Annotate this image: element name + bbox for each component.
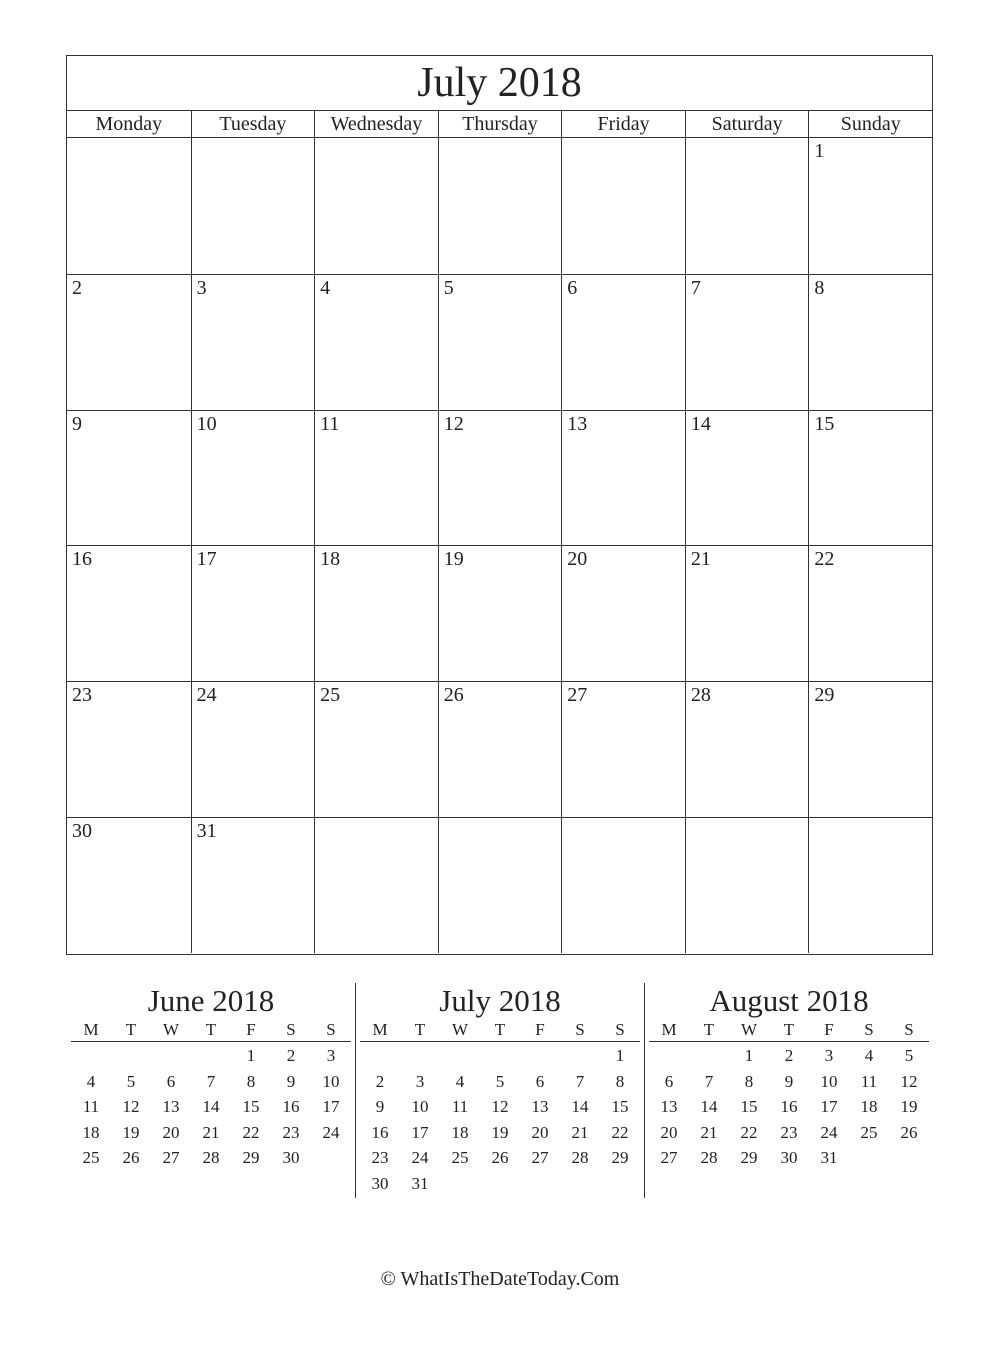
mini-day: 1	[744, 1046, 754, 1065]
mini-day: 25	[860, 1122, 878, 1142]
copyright-footer: © WhatIsTheDateToday.Com	[380, 1268, 620, 1290]
mini-day: 20	[162, 1122, 180, 1142]
day-cell: 12	[438, 410, 562, 546]
day-cell: 1	[808, 138, 932, 274]
mini-day: 5	[126, 1071, 136, 1091]
mini-day: 15	[740, 1097, 758, 1116]
mini-weekday-label: S	[904, 1020, 914, 1039]
mini-calendar-divider	[644, 983, 645, 1198]
mini-day: 6	[166, 1071, 176, 1091]
mini-day: 31	[820, 1148, 838, 1167]
day-cell: 30	[67, 817, 191, 953]
mini-weekday-label: W	[740, 1020, 758, 1039]
mini-day	[71, 1043, 111, 1069]
mini-weekday-label: T	[205, 1020, 217, 1039]
day-cell: 19	[438, 545, 562, 681]
mini-day: 20	[660, 1122, 678, 1142]
mini-day: 9	[784, 1071, 794, 1091]
mini-day: 2	[375, 1071, 385, 1091]
mini-day: 13	[660, 1097, 678, 1116]
mini-day: 23	[371, 1148, 389, 1167]
mini-calendar-divider	[355, 983, 356, 1198]
mini-day: 5	[495, 1071, 505, 1091]
mini-day: 12	[900, 1071, 918, 1091]
mini-day: 14	[202, 1097, 220, 1116]
mini-day: 17	[411, 1122, 429, 1142]
mini-day: 4	[86, 1071, 96, 1091]
mini-day-grid	[649, 1043, 929, 1171]
mini-day	[649, 1043, 689, 1069]
day-cell: 3	[191, 274, 315, 410]
mini-day: 26	[900, 1122, 918, 1142]
day-cell: 29	[808, 681, 932, 817]
mini-day: 14	[571, 1097, 589, 1116]
mini-day: 10	[322, 1071, 340, 1091]
mini-day: 17	[820, 1097, 838, 1116]
mini-day: 30	[371, 1173, 389, 1193]
mini-weekday-label: F	[824, 1020, 834, 1039]
mini-weekday-label: F	[246, 1020, 256, 1039]
day-cell	[561, 817, 685, 953]
day-cell: 9	[67, 410, 191, 546]
mini-day: 7	[206, 1071, 216, 1091]
day-cell	[685, 138, 809, 274]
day-cell	[438, 138, 562, 274]
mini-day: 10	[411, 1097, 429, 1116]
day-cell	[561, 138, 685, 274]
weekday-label: Monday	[95, 113, 163, 135]
mini-weekday-label: S	[864, 1020, 874, 1039]
mini-day: 11	[451, 1097, 469, 1116]
mini-day	[360, 1043, 400, 1069]
mini-weekday-label: S	[615, 1020, 625, 1039]
mini-day: 13	[531, 1097, 549, 1116]
mini-day: 30	[282, 1148, 300, 1167]
mini-day: 8	[615, 1071, 625, 1091]
mini-day: 29	[611, 1148, 629, 1167]
mini-day: 15	[242, 1097, 260, 1116]
mini-day: 22	[740, 1122, 758, 1142]
day-grid	[67, 138, 932, 953]
weekday-label: Thursday	[438, 111, 562, 137]
mini-day: 2	[286, 1046, 296, 1065]
day-cell	[438, 817, 562, 953]
day-cell: 21	[685, 545, 809, 681]
day-cell: 18	[314, 545, 438, 681]
mini-day	[600, 1171, 640, 1197]
mini-day: 26	[122, 1148, 140, 1167]
day-cell	[191, 138, 315, 274]
day-cell: 28	[685, 681, 809, 817]
mini-day-grid	[360, 1043, 640, 1196]
mini-weekday-label: M	[83, 1020, 99, 1039]
mini-day	[480, 1043, 520, 1069]
mini-weekday-label: T	[494, 1020, 506, 1039]
mini-day: 1	[615, 1046, 625, 1065]
mini-day: 28	[202, 1148, 220, 1167]
day-cell: 16	[67, 545, 191, 681]
mini-weekday-label: T	[414, 1020, 426, 1039]
mini-day: 5	[904, 1046, 914, 1065]
weekday-label: Friday	[561, 111, 685, 137]
mini-day: 23	[282, 1122, 300, 1142]
mini-day: 14	[700, 1097, 718, 1116]
mini-weekday-label: W	[451, 1020, 469, 1039]
mini-weekday-label: S	[286, 1020, 296, 1039]
mini-day: 19	[491, 1122, 509, 1142]
mini-weekday-label: F	[535, 1020, 545, 1039]
mini-day: 8	[744, 1071, 754, 1091]
mini-day	[111, 1043, 151, 1069]
day-cell: 22	[808, 545, 932, 681]
mini-day: 27	[660, 1148, 678, 1167]
mini-day: 16	[780, 1097, 798, 1116]
day-cell	[314, 817, 438, 953]
mini-calendar-july	[360, 983, 640, 1198]
mini-day: 25	[82, 1148, 100, 1167]
mini-day: 17	[322, 1097, 340, 1116]
day-cell	[685, 817, 809, 953]
mini-day	[689, 1043, 729, 1069]
weekday-label: Sunday	[808, 111, 932, 137]
mini-day: 18	[82, 1122, 100, 1142]
main-calendar-title: July 2018	[67, 56, 932, 111]
mini-calendar-title: July 2018	[439, 983, 561, 1018]
mini-day: 29	[242, 1148, 260, 1167]
mini-day: 19	[122, 1122, 140, 1142]
mini-calendar-title: June 2018	[147, 983, 275, 1018]
day-cell: 27	[561, 681, 685, 817]
mini-day: 15	[611, 1097, 629, 1116]
mini-day: 12	[491, 1097, 509, 1116]
mini-day: 13	[162, 1097, 180, 1116]
mini-day	[889, 1145, 929, 1171]
mini-day: 20	[531, 1122, 549, 1142]
weekday-label: Saturday	[685, 111, 809, 137]
mini-day	[151, 1043, 191, 1069]
mini-weekday-label: W	[162, 1020, 180, 1039]
day-cell: 31	[191, 817, 315, 953]
day-cell: 26	[438, 681, 562, 817]
mini-calendar-title: August 2018	[709, 983, 869, 1018]
day-cell: 13	[561, 410, 685, 546]
day-cell: 17	[191, 545, 315, 681]
day-cell	[808, 817, 932, 953]
day-cell: 14	[685, 410, 809, 546]
mini-day: 16	[371, 1122, 389, 1142]
mini-weekday-label: S	[326, 1020, 336, 1039]
mini-weekday-row	[649, 1019, 929, 1042]
mini-weekday-label: T	[703, 1020, 715, 1039]
mini-day	[311, 1145, 351, 1171]
mini-day: 18	[860, 1097, 878, 1116]
mini-day	[560, 1043, 600, 1069]
day-cell: 5	[438, 274, 562, 410]
mini-weekday-label: M	[661, 1020, 677, 1039]
mini-day: 24	[820, 1122, 838, 1142]
mini-weekday-row	[360, 1019, 640, 1042]
mini-day: 11	[82, 1097, 100, 1116]
day-cell: 8	[808, 274, 932, 410]
mini-day: 21	[202, 1122, 220, 1142]
mini-day: 27	[531, 1148, 549, 1167]
mini-day: 19	[900, 1097, 918, 1116]
mini-day: 28	[571, 1148, 589, 1167]
mini-day: 26	[491, 1148, 509, 1167]
mini-day: 7	[575, 1071, 585, 1091]
mini-day: 4	[864, 1046, 874, 1065]
mini-weekday-label: T	[783, 1020, 795, 1039]
day-cell: 11	[314, 410, 438, 546]
mini-day: 30	[780, 1148, 798, 1167]
day-cell	[67, 138, 191, 274]
mini-day: 10	[820, 1071, 838, 1091]
weekday-label: Wednesday	[314, 111, 438, 137]
mini-day: 12	[122, 1097, 140, 1116]
main-calendar	[66, 55, 933, 955]
mini-day	[400, 1043, 440, 1069]
mini-day-grid	[71, 1043, 351, 1171]
mini-day: 1	[246, 1046, 256, 1065]
mini-weekday-label: T	[125, 1020, 137, 1039]
mini-day: 9	[286, 1071, 296, 1091]
day-cell: 10	[191, 410, 315, 546]
mini-weekday-label: M	[372, 1020, 388, 1039]
mini-day: 27	[162, 1148, 180, 1167]
weekday-label: Tuesday	[191, 111, 315, 137]
mini-day: 3	[326, 1046, 336, 1065]
mini-day: 24	[411, 1148, 429, 1167]
weekday-header-row	[67, 111, 932, 138]
day-cell: 2	[67, 274, 191, 410]
mini-day: 24	[322, 1122, 340, 1142]
mini-day: 16	[282, 1097, 300, 1116]
mini-day: 29	[740, 1148, 758, 1167]
mini-day: 22	[611, 1122, 629, 1142]
mini-day	[520, 1171, 560, 1197]
mini-weekday-label: S	[575, 1020, 585, 1039]
mini-day: 18	[451, 1122, 469, 1142]
mini-day: 11	[860, 1071, 878, 1091]
mini-day	[191, 1043, 231, 1069]
mini-day	[849, 1145, 889, 1171]
day-cell: 15	[808, 410, 932, 546]
mini-day: 7	[704, 1071, 714, 1091]
mini-day: 9	[375, 1097, 385, 1116]
mini-calendars	[66, 983, 933, 1198]
mini-day: 21	[571, 1122, 589, 1142]
mini-day	[560, 1171, 600, 1197]
mini-day	[440, 1171, 480, 1197]
mini-day: 2	[784, 1046, 794, 1065]
day-cell	[314, 138, 438, 274]
day-cell: 7	[685, 274, 809, 410]
day-cell: 25	[314, 681, 438, 817]
day-cell: 23	[67, 681, 191, 817]
day-cell: 6	[561, 274, 685, 410]
mini-day	[480, 1171, 520, 1197]
mini-day: 8	[246, 1071, 256, 1091]
day-cell: 4	[314, 274, 438, 410]
day-cell: 24	[191, 681, 315, 817]
mini-day: 3	[415, 1071, 425, 1091]
mini-calendar-june	[71, 983, 351, 1198]
mini-day: 6	[535, 1071, 545, 1091]
day-cell: 20	[561, 545, 685, 681]
mini-day: 25	[451, 1148, 469, 1167]
mini-day: 28	[700, 1148, 718, 1167]
mini-day: 21	[700, 1122, 718, 1142]
mini-day: 23	[780, 1122, 798, 1142]
mini-day: 22	[242, 1122, 260, 1142]
mini-day: 3	[824, 1046, 834, 1065]
mini-calendar-august	[649, 983, 929, 1198]
mini-day	[440, 1043, 480, 1069]
mini-day	[520, 1043, 560, 1069]
mini-day: 31	[411, 1173, 429, 1193]
mini-weekday-row	[71, 1019, 351, 1042]
mini-day: 6	[664, 1071, 674, 1091]
mini-day: 4	[455, 1071, 465, 1091]
